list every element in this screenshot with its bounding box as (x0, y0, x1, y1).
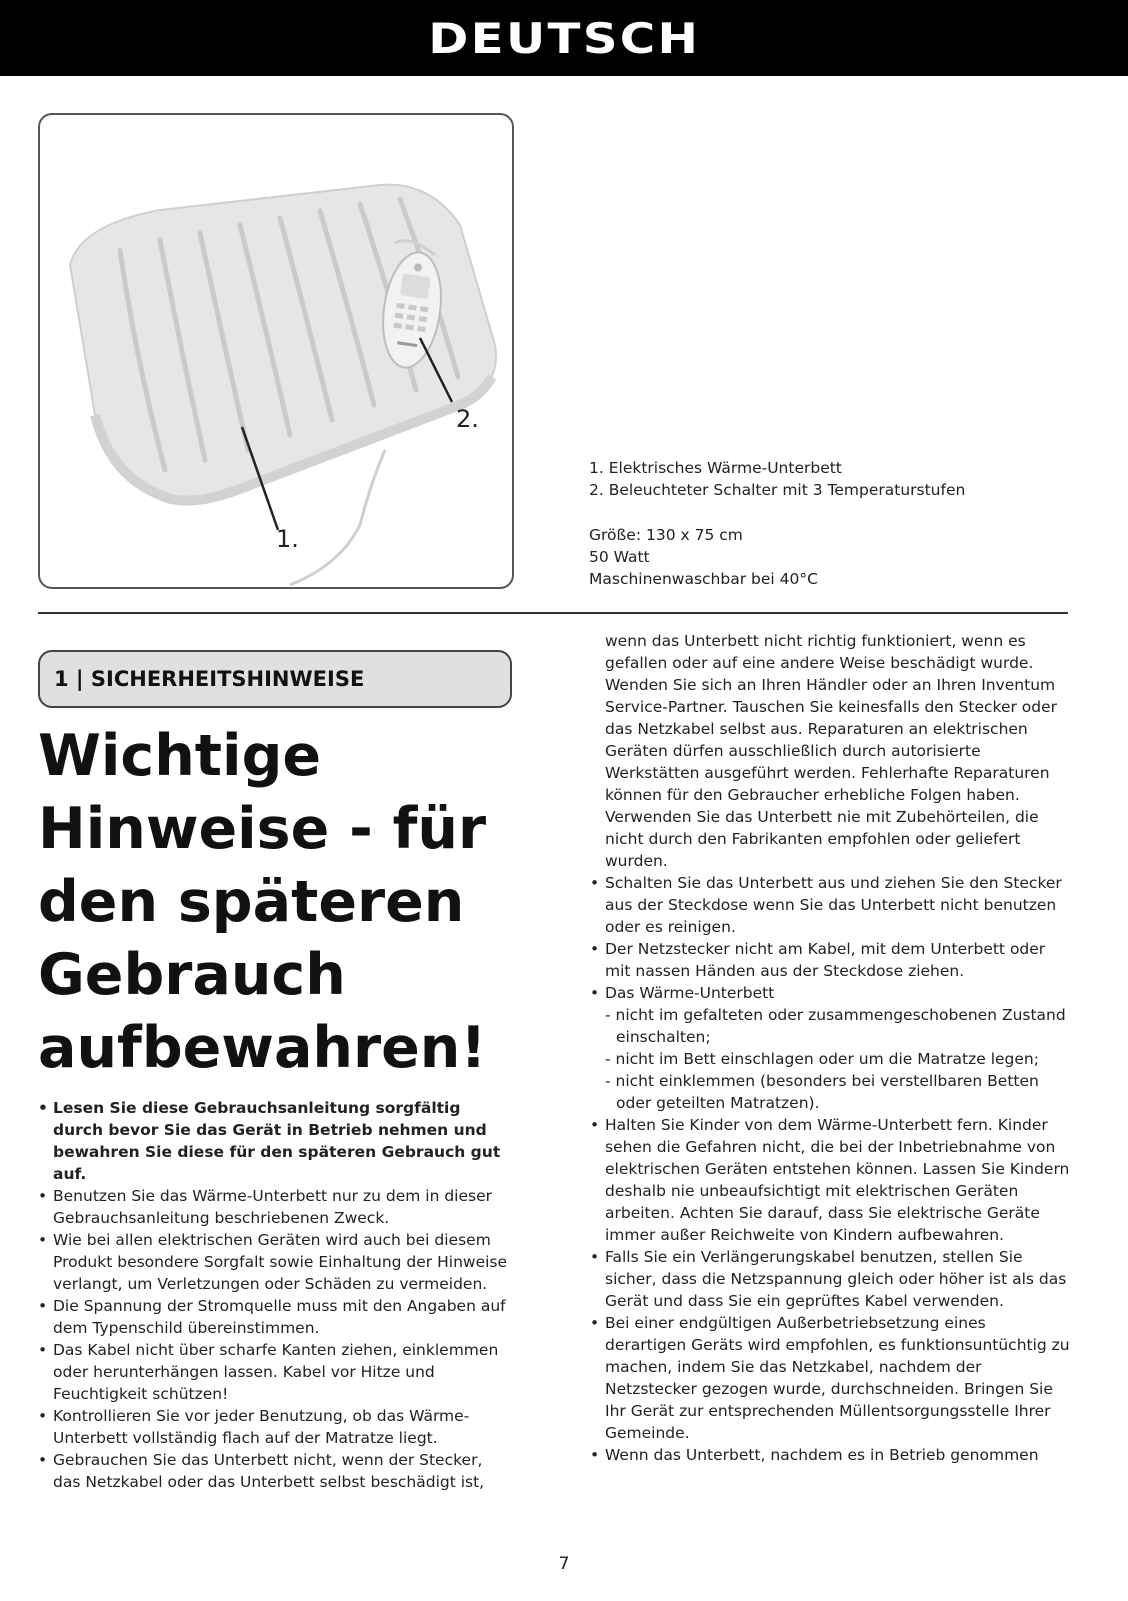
spec-size: Größe: 130 x 75 cm (589, 526, 743, 544)
left-bullet-list (38, 1097, 508, 1493)
list-item: • Die Spannung der Stromquelle muss mit den Angaben auf dem Typenschild übereinstimmen. (38, 1295, 508, 1339)
list-item: • Benutzen Sie das Wärme-Unterbett nur zu dem in dieser Gebrauchsanleitung beschriebenen Zweck. (38, 1185, 508, 1229)
language-label: DEUTSCH (427, 13, 701, 63)
page-title: Wichtige Hinweise - für den späteren Gebrauch aufbewahren! (38, 723, 487, 1081)
list-item: • Schalten Sie das Unterbett aus und ziehen Sie den Stecker aus der Steckdose wenn Sie das Unterbett nicht benutzen oder es reinigen. (590, 872, 1070, 938)
list-item: • Lesen Sie diese Gebrauchsanleitung sorgfältig durch bevor Sie das Gerät in Betrieb nehmen und bewahren Sie diese für den späteren Gebrauch gut auf. (38, 1097, 508, 1185)
list-item: • Halten Sie Kinder von dem Wärme-Unterbett fern. Kinder sehen die Gefahren nicht, die bei der Inbetriebnahme von elektrischen Geräten entstehen können. Lassen Sie Kindern deshalb nie unbeaufsichtigt mit elektrischen Geräten arbeiten. Achten Sie darauf, dass Sie elektrische Geräte immer außer Reichweite von Kindern aufbewahren. (590, 1114, 1070, 1246)
product-specs (589, 524, 818, 590)
sub-list (605, 1004, 1070, 1114)
list-item: • Wenn das Unterbett, nachdem es in Betrieb genommen (590, 1444, 1070, 1466)
right-bullet-list (590, 630, 1070, 1466)
sub-list-item: - nicht einklemmen (besonders bei verstellbaren Betten oder geteilten Matratzen). (605, 1072, 1039, 1112)
section-heading (38, 650, 512, 708)
spec-washing: Maschinenwaschbar bei 40°C (589, 570, 818, 588)
heating-pad-illustration (40, 115, 514, 589)
list-item: • Gebrauchen Sie das Unterbett nicht, wenn der Stecker, das Netzkabel oder das Unterbett selbst beschädigt ist, (38, 1449, 508, 1493)
product-illustration-box (38, 113, 514, 589)
list-item (590, 982, 1070, 1114)
spec-power: 50 Watt (589, 548, 650, 566)
page-number: 7 (558, 1554, 570, 1574)
sub-list-item: - nicht im gefalteten oder zusammengeschobenen Zustand einschalten; (605, 1006, 1066, 1046)
list-item: • Kontrollieren Sie vor jeder Benutzung, ob das Wärme-Unterbett vollständig flach auf der Matratze liegt. (38, 1405, 508, 1449)
language-header (0, 0, 1128, 76)
figure-legend (589, 457, 965, 501)
list-item-continuation: wenn das Unterbett nicht richtig funktioniert, wenn es gefallen oder auf eine andere Weise beschädigt wurde. Wenden Sie sich an Ihren Händler oder an Ihren Inventum Service-Partner. Tauschen Sie keinesfalls den Stecker oder das Netzkabel selbst aus. Reparaturen an elektrischen Geräten dürfen ausschließlich durch autorisierte Werkstätten ausgeführt werden. Fehlerhafte Reparaturen können für den Gebraucher erhebliche Folgen haben. Verwenden Sie das Unterbett nie mit Zubehörteilen, die nicht durch den Fabrikanten empfohlen oder geliefert wurden. (605, 632, 1058, 870)
section-title: 1 | SICHERHEITSHINWEISE (54, 667, 365, 691)
list-item-lead: Das Wärme-Unterbett (605, 984, 775, 1002)
list-item: • Falls Sie ein Verlängerungskabel benutzen, stellen Sie sicher, dass die Netzspannung gleich oder höher ist als das Gerät und dass Sie ein geprüftes Kabel verwenden. (590, 1246, 1070, 1312)
sub-list-item: - nicht im Bett einschlagen oder um die Matratze legen; (605, 1050, 1039, 1068)
section-divider (38, 612, 1068, 614)
list-item: • Das Kabel nicht über scharfe Kanten ziehen, einklemmen oder herunterhängen lassen. Kabel vor Hitze und Feuchtigkeit schützen! (38, 1339, 508, 1405)
callout-label-2: 2. (456, 405, 479, 433)
list-item: • Bei einer endgültigen Außerbetriebsetzung eines derartigen Geräts wird empfohlen, es funktionsuntüchtig zu machen, indem Sie das Netzkabel, nachdem der Netzstecker gezogen wurde, durchschneiden. Bringen Sie Ihr Gerät zur entsprechenden Müllentsorgungsstelle Ihrer Gemeinde. (590, 1312, 1070, 1444)
list-item: • Wie bei allen elektrischen Geräten wird auch bei diesem Produkt besondere Sorgfalt sowie Einhaltung der Hinweise verlangt, um Verletzungen oder Schäden zu vermeiden. (38, 1229, 508, 1295)
callout-label-1: 1. (276, 525, 299, 553)
legend-item: 2. Beleuchteter Schalter mit 3 Temperaturstufen (589, 481, 966, 499)
legend-item: 1. Elektrisches Wärme-Unterbett (589, 459, 842, 477)
list-item: • Der Netzstecker nicht am Kabel, mit dem Unterbett oder mit nassen Händen aus der Steckdose ziehen. (590, 938, 1070, 982)
